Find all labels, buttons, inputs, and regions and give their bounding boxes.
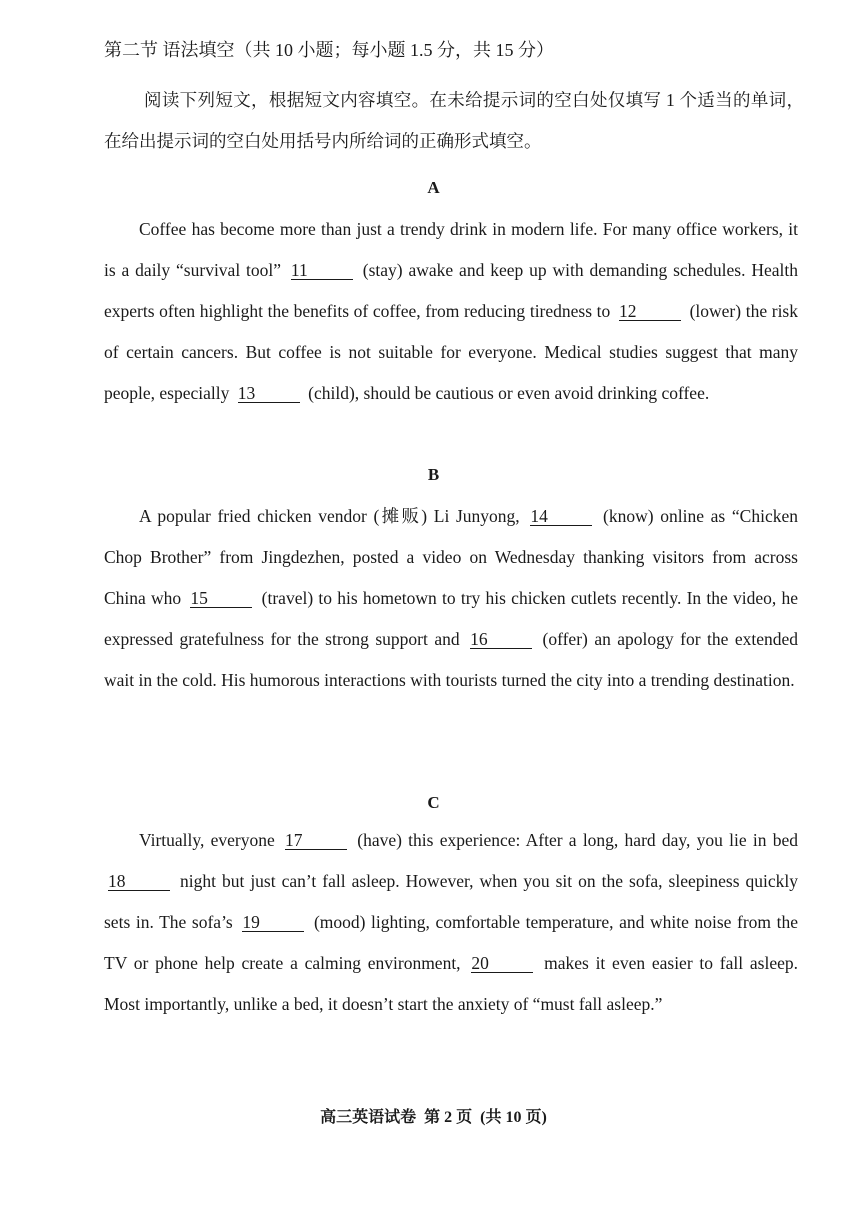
passage-b-text: (travel) to his hometown to try his chicken cutlets recently. In the video, he expressed gratefulness for the strong support and: [104, 588, 798, 649]
section-title: 第二节 语法填空（共 10 小题；每小题 1.5 分，共 15 分）: [104, 40, 554, 60]
instructions: 阅读下列短文，根据短文内容填空。在未给提示词的空白处仅填写 1 个适当的单词，在给出提示词的空白处用括号内所给词的正确形式填空。: [104, 90, 804, 151]
passage-c-label: C: [427, 793, 440, 812]
passage-a-text: (stay) awake and keep up with demanding schedules. Health experts often highlight the benefits of coffee, from reducing tiredness to: [104, 260, 799, 321]
passage-b: [104, 496, 798, 701]
passage-b-label: B: [427, 465, 440, 484]
blank-16: 16: [470, 630, 532, 649]
passage-c-text: night but just can’t fall asleep. However, when you sit on the sofa, sleepiness quickly sets in. The sofa’s: [104, 871, 798, 932]
passage-a: [104, 209, 798, 414]
passage-c-text: Virtually, everyone: [139, 830, 281, 850]
blank-11: 11: [291, 261, 353, 280]
blank-18: 18: [108, 872, 170, 891]
passage-a-label: A: [427, 178, 440, 197]
passage-a-text: (child), should be cautious or even avoid drinking coffee.: [303, 383, 710, 403]
blank-15: 15: [190, 589, 252, 608]
passage-c-text: (mood) lighting, comfortable temperature, and white noise from the TV or phone help create a calming environment,: [104, 912, 798, 973]
passage-c-text: (have) this experience: After a long, hard day, you lie in bed: [351, 830, 799, 850]
blank-13: 13: [238, 384, 300, 403]
blank-17: 17: [285, 831, 347, 850]
blank-20: 20: [471, 954, 533, 973]
passage-c: [104, 820, 798, 1025]
page-footer: 高三英语试卷 第 2 页 (共 10 页): [320, 1109, 547, 1126]
passage-b-text: (offer) an apology for the extended wait in the cold. His humorous interactions with tourists turned the city into a trending destination.: [104, 629, 798, 690]
passage-b-text: A popular fried chicken vendor (摊贩) Li Junyong,: [139, 506, 527, 526]
blank-12: 12: [619, 302, 681, 321]
passage-a-text: (lower) the risk of certain cancers. But coffee is not suitable for everyone. Medical studies suggest that many people, especially: [104, 301, 798, 403]
passage-c-text: makes it even easier to fall asleep. Most importantly, unlike a bed, it doesn’t start the anxiety of “must fall asleep.”: [104, 953, 798, 1014]
passage-a-text: Coffee has become more than just a trendy drink in modern life. For many office workers, it is a daily “survival tool”: [104, 219, 798, 280]
blank-19: 19: [242, 913, 304, 932]
blank-14: 14: [530, 507, 592, 526]
passage-b-text: (know) online as “Chicken Chop Brother” from Jingdezhen, posted a video on Wednesday thanking visitors from across China who: [104, 506, 798, 608]
